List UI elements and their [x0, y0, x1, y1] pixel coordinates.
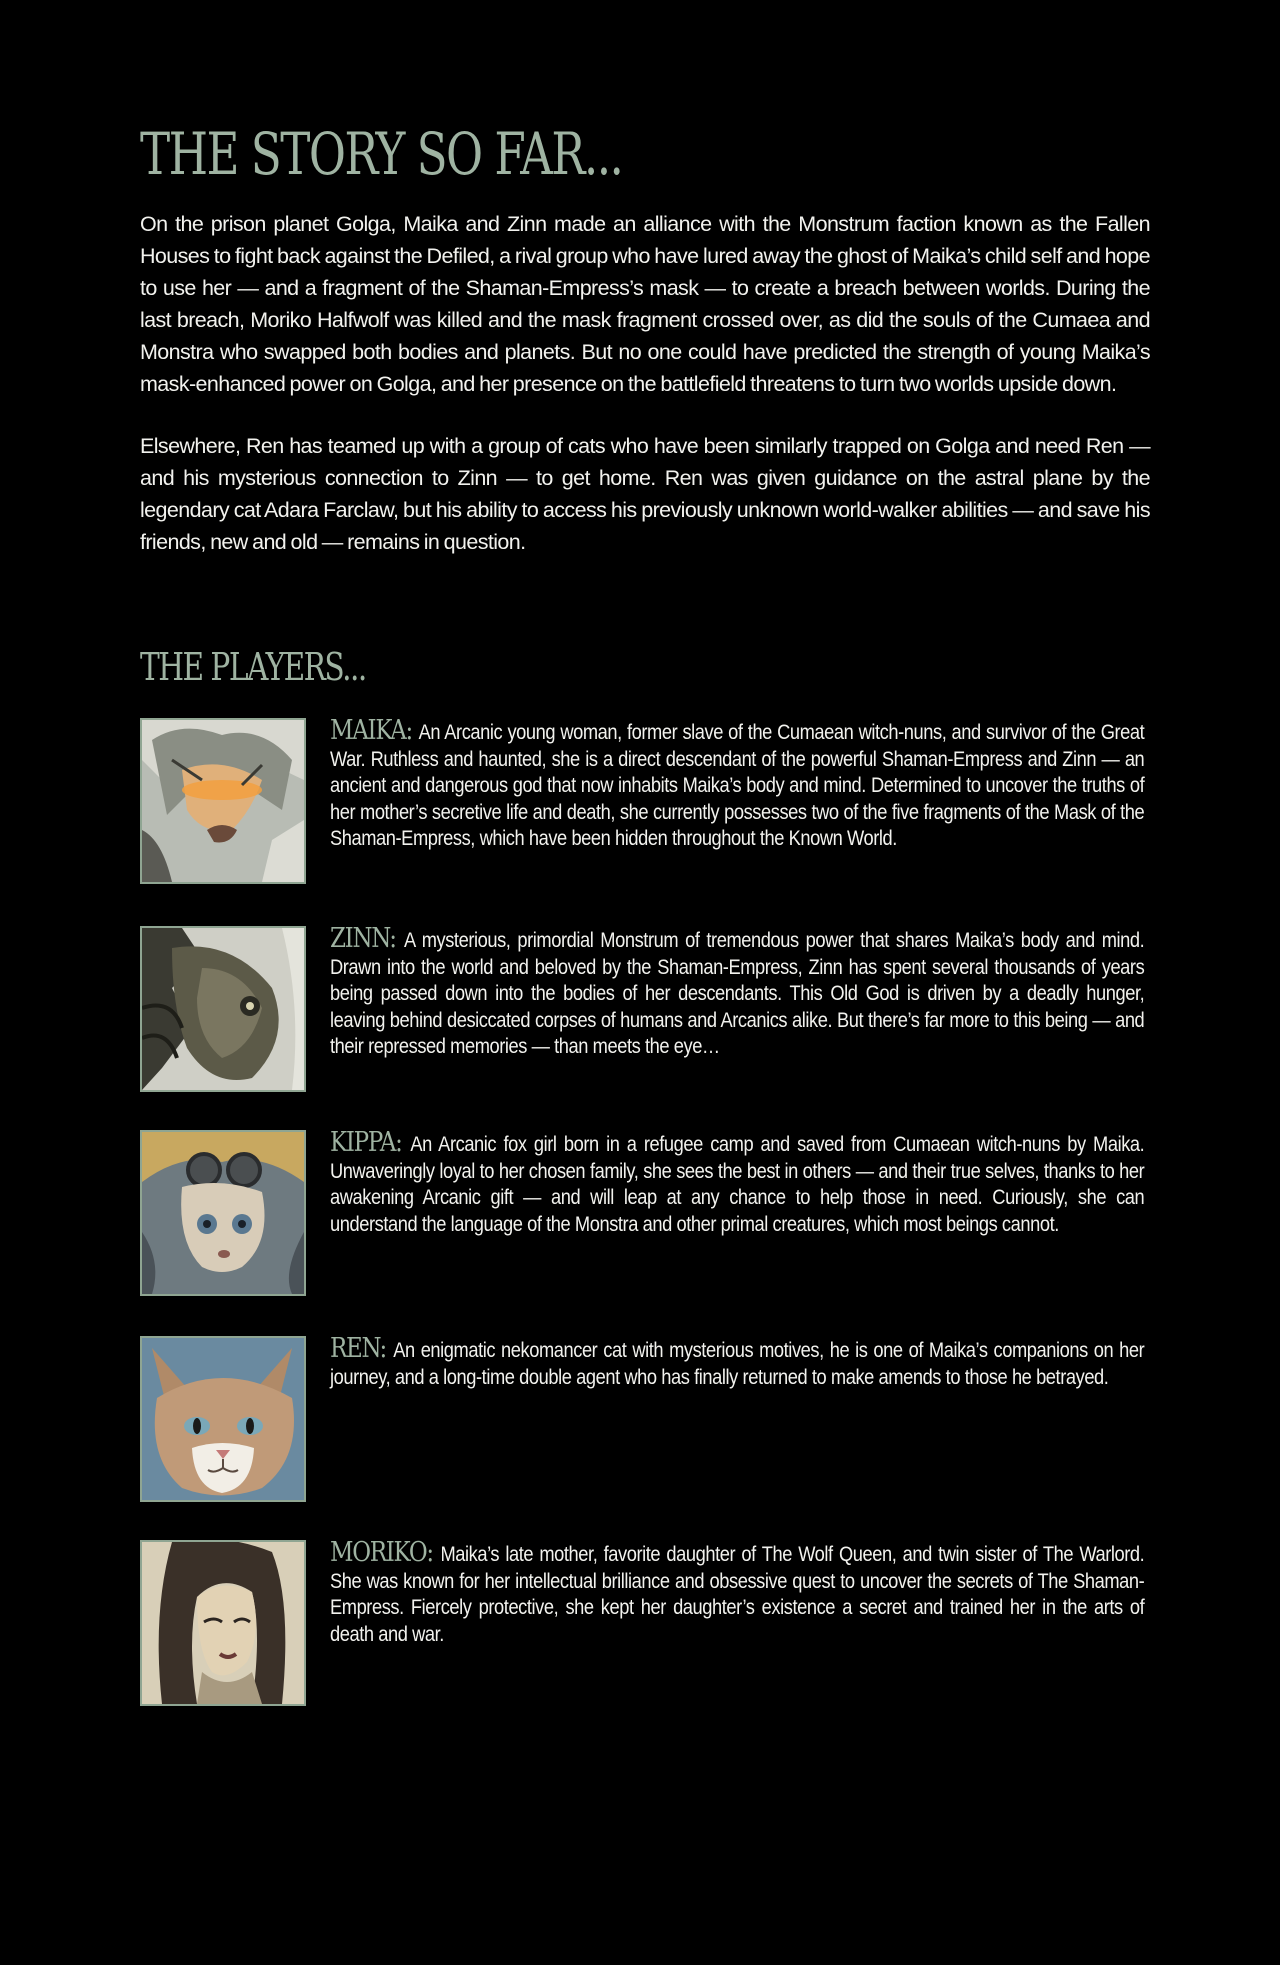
player-description: An Arcanic young woman, former slave of the Cumaean witch-nuns, and survivor of the Great War. Ruthless and haunted, she is a direct descendant of the powerful Shaman-Empress and Zinn — an ancient and dangerous god that now inhabits Maika’s body and mind. Determined to uncover the truths of her mother’s secretive life and death, she currently possesses two of the five fragments of the Mask of the Shaman-Empress, which have been hidden throughout the Known World.: [330, 720, 1145, 851]
story-paragraph: Elsewhere, Ren has teamed up with a group of cats who have been similarly trapped on Golga and need Ren — and his mysterious connection to Zinn — to get home. Ren was given guidance on the astral plane by the legendary cat Adara Farclaw, but his ability to access his previously unknown world-walker abilities — and save his friends, new and old — remains in question.: [140, 434, 1150, 554]
player-bio: [330, 923, 1145, 1060]
player-name: MORIKO:: [330, 1537, 441, 1568]
moriko-portrait: [140, 1540, 306, 1706]
player-bio: [330, 715, 1145, 852]
player-zinn: [140, 923, 1150, 1092]
player-description: A mysterious, primordial Monstrum of tremendous power that shares Maika’s body and mind. Drawn into the world and beloved by the Shaman-Empress, Zinn has spent several thousands of years being passed down into the bodies of her descendants. This Old God is driven by a deadly hunger, leaving behind desiccated corpses of humans and Arcanics alike. But there’s far more to this being — and their repressed memories — than meets the eye…: [330, 928, 1145, 1059]
player-description: An enigmatic nekomancer cat with mysterious motives, he is one of Maika’s companions on her journey, and a long-time double agent who has finally returned to make amends to those he betrayed.: [330, 1338, 1145, 1389]
maika-portrait: [140, 718, 306, 884]
maika-portrait-art: [142, 720, 304, 882]
player-bio: [330, 1127, 1145, 1237]
player-name: MAIKA:: [330, 715, 419, 746]
player-maika: [140, 715, 1150, 884]
player-bio: [330, 1537, 1145, 1647]
player-name: KIPPA:: [330, 1127, 411, 1158]
player-name: REN:: [330, 1333, 394, 1364]
players-heading: THE PLAYERS...: [140, 645, 366, 689]
player-description: An Arcanic fox girl born in a refugee camp and saved from Cumaean witch-nuns by Maika. Unwaveringly loyal to her chosen family, she sees the best in others — and their true selves, thanks to her awakening Arcanic gift — and will leap at any chance to help those in need. Curiously, she can understand the language of the Monstra and other primal creatures, which most beings cannot.: [330, 1132, 1145, 1236]
player-name: ZINN:: [330, 923, 405, 954]
story-section: [140, 208, 1150, 588]
player-ren: [140, 1333, 1150, 1502]
player-moriko: [140, 1537, 1150, 1706]
player-description: Maika’s late mother, favorite daughter of The Wolf Queen, and twin sister of The Warlord. She was known for her intellectual brilliance and obsessive quest to uncover the secrets of The Shaman-Empress. Fiercely protective, she kept her daughter’s existence a secret and trained her in the arts of death and war.: [330, 1542, 1145, 1646]
moriko-portrait-art: [142, 1542, 304, 1704]
zinn-portrait: [140, 926, 306, 1092]
ren-portrait: [140, 1336, 306, 1502]
ren-portrait-art: [142, 1338, 304, 1500]
player-kippa: [140, 1127, 1150, 1296]
player-bio: [330, 1333, 1145, 1390]
kippa-portrait: [140, 1130, 306, 1296]
page-title: THE STORY SO FAR...: [140, 120, 623, 188]
zinn-portrait-art: [142, 928, 304, 1090]
kippa-portrait-art: [142, 1132, 304, 1294]
story-paragraph: On the prison planet Golga, Maika and Zinn made an alliance with the Monstrum faction known as the Fallen Houses to fight back against the Defiled, a rival group who have lured away the ghost of Maika’s child self and hope to use her — and a fragment of the Shaman-Empress’s mask — to create a breach between worlds. During the last breach, Moriko Halfwolf was killed and the mask fragment crossed over, as did the souls of the Cumaea and Monstra who swapped both bodies and planets. But no one could have predicted the strength of young Maika’s mask-enhanced power on Golga, and her presence on the battlefield threatens to turn two worlds upside down.: [140, 212, 1150, 396]
